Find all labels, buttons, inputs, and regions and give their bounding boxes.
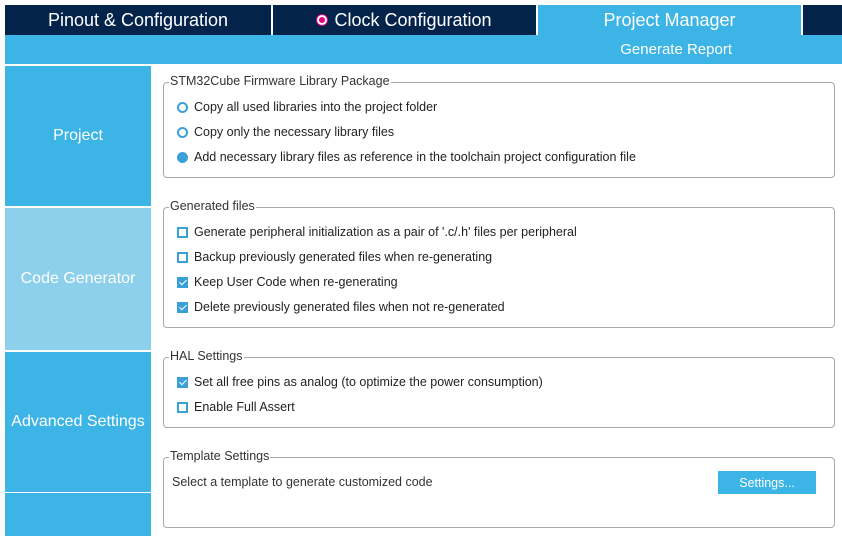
checkbox-checked[interactable] xyxy=(177,277,188,288)
option-label: Backup previously generated files when re-generating xyxy=(194,250,493,264)
checkbox[interactable] xyxy=(177,402,188,413)
template-settings-button[interactable]: Settings... xyxy=(718,471,816,494)
checkbox-free-pins-analog[interactable] xyxy=(177,375,543,389)
radio-button-selected[interactable] xyxy=(177,152,188,163)
radio-copy-all-libraries[interactable] xyxy=(177,100,437,114)
option-label: Set all free pins as analog (to optimize the power consumption) xyxy=(194,375,543,389)
hal-settings-group xyxy=(163,349,835,428)
template-settings-group xyxy=(163,449,835,528)
option-label: Keep User Code when re-generating xyxy=(194,275,398,289)
radio-add-as-reference[interactable] xyxy=(177,150,636,164)
radio-button[interactable] xyxy=(177,127,188,138)
radio-button[interactable] xyxy=(177,102,188,113)
tab-pinout-configuration[interactable] xyxy=(5,5,271,35)
sidebar-item-project[interactable] xyxy=(5,66,151,206)
top-tab-bar xyxy=(0,0,842,35)
radio-copy-necessary-files[interactable] xyxy=(177,125,394,139)
option-label: Add necessary library files as reference in the toolchain project configuration file xyxy=(194,150,636,164)
tab-clock-configuration[interactable] xyxy=(273,5,536,35)
checkbox-generate-peripheral-pair[interactable] xyxy=(177,225,577,239)
option-label: Generate peripheral initialization as a pair of '.c/.h' files per peripheral xyxy=(194,225,577,239)
sidebar-empty-area xyxy=(5,493,151,536)
firmware-library-group xyxy=(163,74,835,178)
tab-project-manager[interactable] xyxy=(538,5,801,35)
option-label: Copy only the necessary library files xyxy=(194,125,395,139)
group-title: Template Settings xyxy=(170,449,270,463)
sidebar-item-label: Advanced Settings xyxy=(11,413,145,430)
checkbox-backup-generated-files[interactable] xyxy=(177,250,492,264)
checkbox[interactable] xyxy=(177,252,188,263)
checkbox-delete-generated-files[interactable] xyxy=(177,300,505,314)
tab-bar-filler xyxy=(803,5,842,35)
tab-label: Project Manager xyxy=(603,9,736,30)
checkbox[interactable] xyxy=(177,227,188,238)
tab-label: Clock Configuration xyxy=(334,9,492,30)
project-toolbar xyxy=(5,35,842,64)
generate-report-button[interactable]: Generate Report xyxy=(620,41,732,58)
checkbox-checked[interactable] xyxy=(177,377,188,388)
checkbox-checked[interactable] xyxy=(177,302,188,313)
option-label: Enable Full Assert xyxy=(194,400,295,414)
checkbox-enable-full-assert[interactable] xyxy=(177,400,295,414)
option-label: Copy all used libraries into the project folder xyxy=(194,100,438,114)
sidebar-item-code-generator[interactable] xyxy=(5,208,151,350)
error-dot-icon xyxy=(317,15,327,25)
generated-files-group xyxy=(163,199,835,328)
group-title: HAL Settings xyxy=(170,349,243,363)
group-title: Generated files xyxy=(170,199,255,213)
group-title: STM32Cube Firmware Library Package xyxy=(170,74,390,88)
sidebar-item-label: Project xyxy=(53,127,103,144)
template-description: Select a template to generate customized code xyxy=(172,475,433,489)
sidebar-item-advanced-settings[interactable] xyxy=(5,352,151,492)
option-label: Delete previously generated files when not re-generated xyxy=(194,300,505,314)
tab-label: Pinout & Configuration xyxy=(47,9,229,30)
sidebar-item-label: Code Generator xyxy=(20,270,136,287)
checkbox-keep-user-code[interactable] xyxy=(177,275,398,289)
